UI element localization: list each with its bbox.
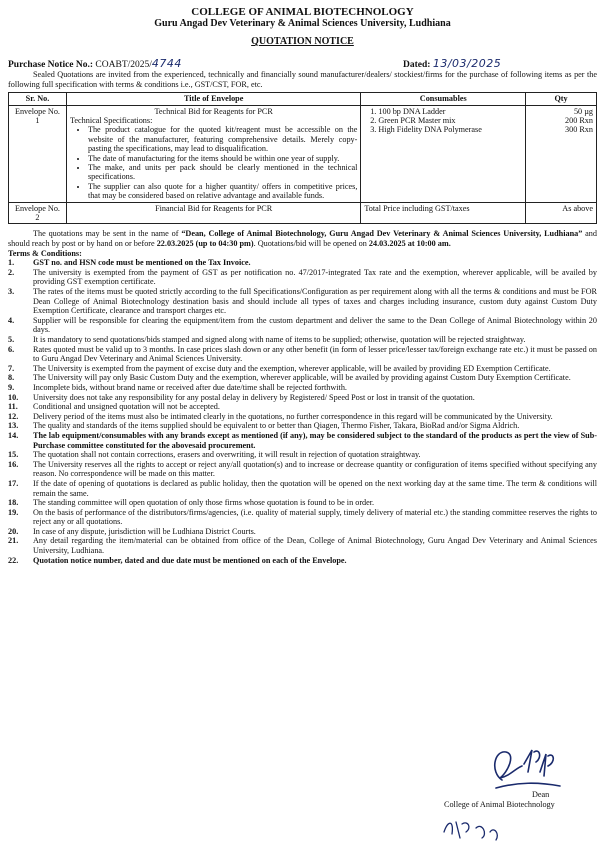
signature-office: College of Animal Biotechnology: [444, 800, 555, 809]
terms-item-number: 7.: [8, 363, 15, 373]
terms-item-number: 4.: [8, 315, 15, 325]
terms-item-text: Quotation notice number, dated and due date must be mentioned on each of the Envelope.: [33, 555, 347, 565]
submission-opening: 24.03.2025 at 10:00 am.: [368, 239, 451, 249]
terms-item: [8, 536, 597, 555]
terms-item-number: 17.: [8, 478, 19, 488]
handwritten-date: 13/03/2025: [432, 57, 502, 70]
terms-item: [8, 287, 597, 316]
terms-item-text: The University reserves all the rights to accept or reject any/all quotation(s) and to increase or decrease quantity or configuration of items specified without specifying any reason. No correspondence will be made on this matter.: [33, 459, 597, 479]
envelope-1-sr: Envelope No. 1: [9, 105, 67, 202]
terms-item: [8, 268, 597, 287]
college-name: COLLEGE OF ANIMAL BIOTECHNOLOGY: [191, 6, 414, 18]
terms-item: [8, 412, 597, 422]
envelope-1-qty: [526, 105, 597, 202]
handwritten-notice-number: 4744: [151, 57, 182, 70]
notice-date: [403, 57, 501, 70]
terms-item: [8, 508, 597, 527]
list-item: • The make, and units per pack should be clearly mentioned in the technical specifications.: [88, 163, 357, 182]
university-name: Guru Angad Dev Veterinary & Animal Sciences University, Ludhiana: [154, 18, 451, 29]
qty-value: 200 Rxn: [565, 116, 593, 125]
table-header-row: [9, 93, 597, 105]
terms-item: [8, 431, 597, 450]
header-title: Title of Envelope: [66, 93, 360, 105]
tech-spec-list: [70, 125, 357, 200]
terms-list: [8, 258, 597, 565]
terms-item-text: Delivery period of the items must also be intimated clearly in the quotations, no further correspondence in this regard will be communicated by the University.: [33, 411, 553, 421]
terms-item-text: Any detail regarding the item/material can be obtained from office of the Dean, College of Animal Biotechnology, Guru Angad Dev Veterinary and Animal Sciences University, Ludhiana.: [33, 536, 597, 556]
terms-item-text: The rates of the items must be quoted strictly according to the full Specifications/Configuration as per requirement along with all the terms & conditions and must be FOR Dean College of Animal Biotechnology destination basis and should include all types of taxes and charges including insurance, custom duty against Custom Duty Exemption Certificate, clearance and transport charges etc.: [33, 287, 597, 316]
terms-item-number: 16.: [8, 459, 19, 469]
terms-item: [8, 402, 597, 412]
terms-item-number: 9.: [8, 382, 15, 392]
header-qty: Qty: [526, 93, 597, 105]
terms-item-number: 3.: [8, 287, 15, 297]
consumables-list: [364, 107, 522, 135]
terms-item: [8, 373, 597, 383]
terms-item-text: Rates quoted must be valid up to 3 months. In case prices slash down or any other benefit (in form of lesser price/lesser tax/foreign exchange rate etc.) it must be passed on to Guru Angad Dev Veterinary and Animal Sciences University.: [33, 344, 597, 364]
terms-heading: Terms & Conditions:: [8, 248, 82, 258]
terms-item-number: 11.: [8, 402, 18, 412]
list-item: • The date of manufacturing for the items should be within one year of supply.: [88, 154, 357, 163]
submission-paragraph: [8, 229, 597, 248]
terms-item-text: The quality and standards of the items supplied should be equivalent to or better than Qiagen, Thermo Fisher, Takara, BioRad and/or Sigma Aldrich.: [33, 421, 520, 431]
terms-item: [8, 383, 597, 393]
tech-spec-heading: Technical Specifications:: [69, 116, 153, 125]
submission-deadline: 22.03.2025 (up to 04:30 pm): [156, 239, 254, 249]
terms-item-text: The standing committee will open quotation of only those firms whose quotation is found to be in order.: [33, 498, 375, 508]
terms-item: [8, 421, 597, 431]
purchase-notice-row: [8, 54, 597, 70]
terms-item-number: 12.: [8, 411, 19, 421]
purchase-notice-label: Purchase Notice No.:: [8, 60, 94, 70]
envelope-1-title: Technical Bid for Reagents for PCR: [154, 106, 273, 116]
terms-item-number: 1.: [8, 258, 15, 268]
envelope-2-title: Financial Bid for Reagents for PCR: [66, 202, 360, 224]
terms-item-number: 20.: [8, 526, 19, 536]
terms-item-number: 8.: [8, 373, 15, 383]
terms-item-number: 13.: [8, 421, 19, 431]
terms-item-number: 19.: [8, 507, 19, 517]
list-item: 2. Green PCR Master mix: [378, 116, 522, 125]
terms-item-number: 10.: [8, 392, 19, 402]
submission-mid: and should reach by post or by hand on or before: [8, 229, 597, 249]
qty-value: 300 Rxn: [565, 125, 593, 135]
list-item: • The product catalogue for the quoted kit/reagent must be accessible on the website of the manufacturer, featuring comprehensive details. Merely copy-pasting the specifications, may lead to disqualification.: [88, 125, 357, 153]
terms-item: [8, 258, 597, 268]
list-item: 3. High Fidelity DNA Polymerase: [378, 125, 522, 134]
terms-item-number: 2.: [8, 267, 15, 277]
signature-title: Dean: [532, 790, 550, 799]
list-item: 1. 100 bp DNA Ladder: [378, 107, 522, 116]
terms-item-text: Conditional and unsigned quotation will not be accepted.: [33, 402, 220, 412]
submission-lead: The quotations may be sent in the name of: [33, 229, 182, 239]
terms-item: [8, 527, 597, 537]
terms-item-text: In case of any dispute, jurisdiction will be Ludhiana District Courts.: [33, 526, 256, 536]
submission-addressee: “Dean, College of Animal Biotechnology, Guru Angad Dev Veterinary & Animal Sciences University, Ludhiana”: [181, 229, 583, 239]
signature-block: [444, 742, 600, 847]
terms-item: [8, 479, 597, 498]
terms-item-number: 5.: [8, 335, 15, 344]
dean-signature-icon: [488, 742, 568, 797]
terms-item: [8, 460, 597, 479]
terms-item-text: On the basis of performance of the distributors/firms/agencies, (i.e. quality of material supply, timely delivery of material etc.) the standing committee reserves the rights to reject any or all quotations.: [33, 507, 597, 527]
terms-item-number: 21.: [8, 536, 19, 546]
table-row: [9, 202, 597, 224]
terms-item-text: The University is exempted from the payment of excise duty and the exemption, wherever applicable, will be availed by providing ED Exemption Certificate.: [33, 363, 551, 373]
quotation-notice-page: [8, 4, 597, 565]
qty-value: 50 µg: [573, 106, 593, 116]
terms-item: [8, 316, 597, 335]
terms-item: [8, 393, 597, 403]
terms-item-text: Incomplete bids, without brand name or received after due date/time shall be rejected forthwith.: [33, 382, 347, 392]
terms-item-number: 18.: [8, 498, 19, 508]
terms-item-text: It is mandatory to send quotations/bids stamped and signed along with name of items to be supplied; otherwise, quotation will be rejected straightway.: [33, 335, 526, 344]
envelope-1-title-cell: [66, 105, 360, 202]
terms-item-text: The lab equipment/consumables with any brands except as mentioned (if any), may be considered subject to the standard of the products as pert the view of Sub-Purchase committee constituted for the abovesaid procurement.: [33, 430, 597, 450]
header-sr-no: Sr. No.: [9, 93, 67, 105]
terms-item-number: 15.: [8, 450, 19, 460]
header-consumables: Consumables: [361, 93, 526, 105]
list-item: • The supplier can also quote for a higher quantity/ offers in competitive prices, that may be considered based on relative advantage and available funds.: [88, 182, 357, 201]
terms-item: [8, 335, 597, 345]
terms-item-number: 22.: [8, 555, 19, 565]
envelope-1-consumables: [361, 105, 526, 202]
initials-mark-icon: [438, 812, 508, 848]
terms-item-text: The quotation shall not contain corrections, erasers and overwriting, it will result in rejection of quotation straightway.: [33, 450, 421, 460]
terms-item: [8, 364, 597, 374]
notice-title: QUOTATION NOTICE: [251, 36, 354, 47]
terms-item-text: GST no. and HSN code must be mentioned on the Tax Invoice.: [33, 258, 251, 268]
terms-item: [8, 450, 597, 460]
items-table: [8, 92, 597, 224]
submission-mid2: . Quotations/bid will be opened on: [253, 239, 369, 249]
purchase-notice-number: [8, 57, 182, 70]
terms-item-text: The university is exempted from the payment of GST as per notification no. 47/2017-integrated Tax rate and the exemption, wherever applicable, will be availed by providing GST exemption certificate.: [33, 267, 597, 287]
terms-item: [8, 556, 597, 566]
terms-item-text: If the date of opening of quotations is declared as public holiday, then the quotation will be opened on the next working day at the same time. The term & conditions will remain the same.: [33, 478, 597, 498]
envelope-2-qty: As above: [526, 202, 597, 224]
purchase-notice-prefix: COABT/2025/: [95, 60, 152, 70]
envelope-2-sr: Envelope No. 2: [9, 202, 67, 224]
terms-item: [8, 498, 597, 508]
terms-item-text: Supplier will be responsible for clearing the equipment/item from the custom department and deliver the same to the Dean College of Animal Biotechnology within 20 days.: [33, 315, 597, 335]
terms-item-text: The University will pay only Basic Custom Duty and the exemption, wherever applicable, will be availed by providing against Custom Duty Exemption Certificate.: [33, 373, 571, 383]
table-row: [9, 105, 597, 202]
intro-paragraph: Sealed Quotations are invited from the experienced, technically and financially sound manufacturer/dealers/ stockiest/firms for the purchase of following items as per the following full specification with terms & conditions i.e., GST/CST, FOR, etc.: [8, 70, 597, 89]
terms-item-number: 14.: [8, 430, 19, 440]
dated-label: Dated:: [403, 60, 431, 70]
terms-item-number: 6.: [8, 344, 15, 354]
envelope-2-consumables: Total Price including GST/taxes: [361, 202, 526, 224]
terms-item: [8, 345, 597, 364]
terms-item-text: University does not take any responsibility for any postal delay in delivery by Registered/ Speed Post or lost in transit of the quotation.: [33, 392, 475, 402]
